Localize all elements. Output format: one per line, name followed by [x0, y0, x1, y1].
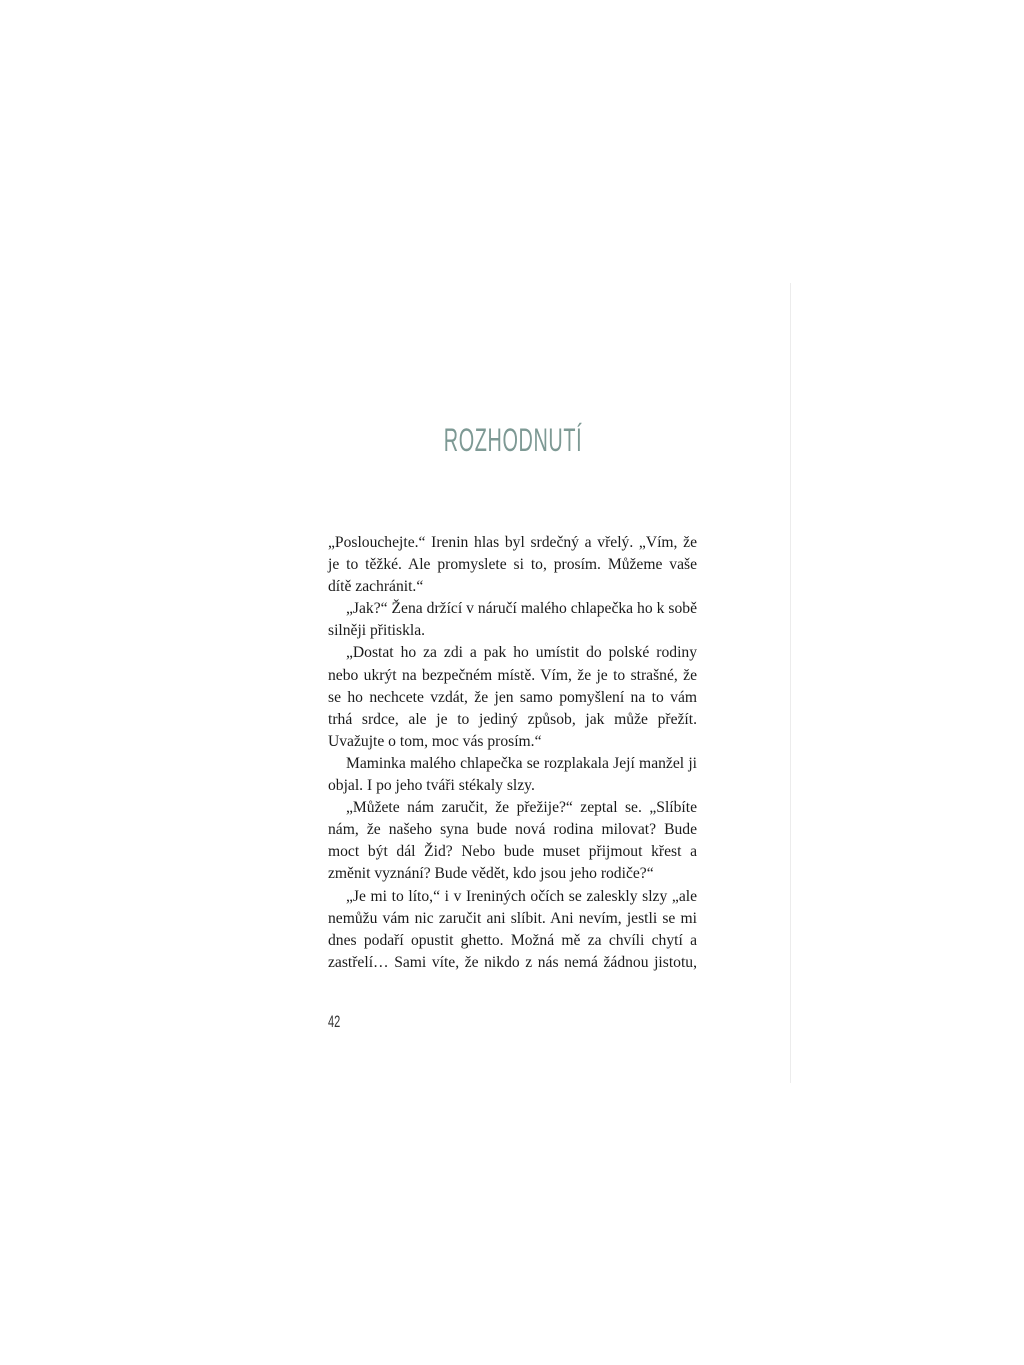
page-number: 42 — [328, 1012, 341, 1031]
paragraph-4: Maminka malého chlapečka se rozplakala Její manžel ji objal. I po jeho tváři stékaly slzy. — [328, 754, 697, 795]
paragraph-6: „Je mi to líto,“ i v Ireniných očích se zaleskly slzy „ale nemůžu vám nic zaručit ani slíbit. Ani nevím, jestli se mi dnes podaří opustit ghetto. Možná mě za chvíli chytí a zastřelí… Sami víte, že nikdo z nás nemá žádnou jistotu, — [328, 887, 697, 971]
paragraph-1: „Poslouchejte.“ Irenin hlas byl srdečný a vřelý. „Vím, že je to těžké. Ale promyslete si to, prosím. Můžeme vaše dítě zachránit.“ — [328, 534, 697, 596]
chapter-title: ROZHODNUTÍ — [443, 422, 583, 458]
paragraph-5: „Můžete nám zaručit, že přežije?“ zeptal se. „Slíbíte nám, že našeho syna bude nová rodina milovat? Bude moct být dál Žid? Nebo bude muset přijmout křest a změnit vyznání? Bude vědět, kdo jsou jeho rodiče?“ — [328, 799, 697, 883]
paragraph-2: „Jak?“ Žena držící v náručí malého chlapečka ho k sobě silněji přitiskla. — [328, 600, 697, 640]
page-edge-divider — [790, 283, 791, 1083]
body-text — [328, 532, 697, 974]
paragraph-3: „Dostat ho za zdi a pak ho umístit do polské rodiny nebo ukrýt na bezpečném místě. Vím, že je to strašné, že se ho nechcete vzdát, že jen samo pomyšlení na to vám trhá srdce, ale je to jediný způsob, jak může přežít. Uvažujte o tom, moc vás prosím.“ — [328, 644, 697, 750]
